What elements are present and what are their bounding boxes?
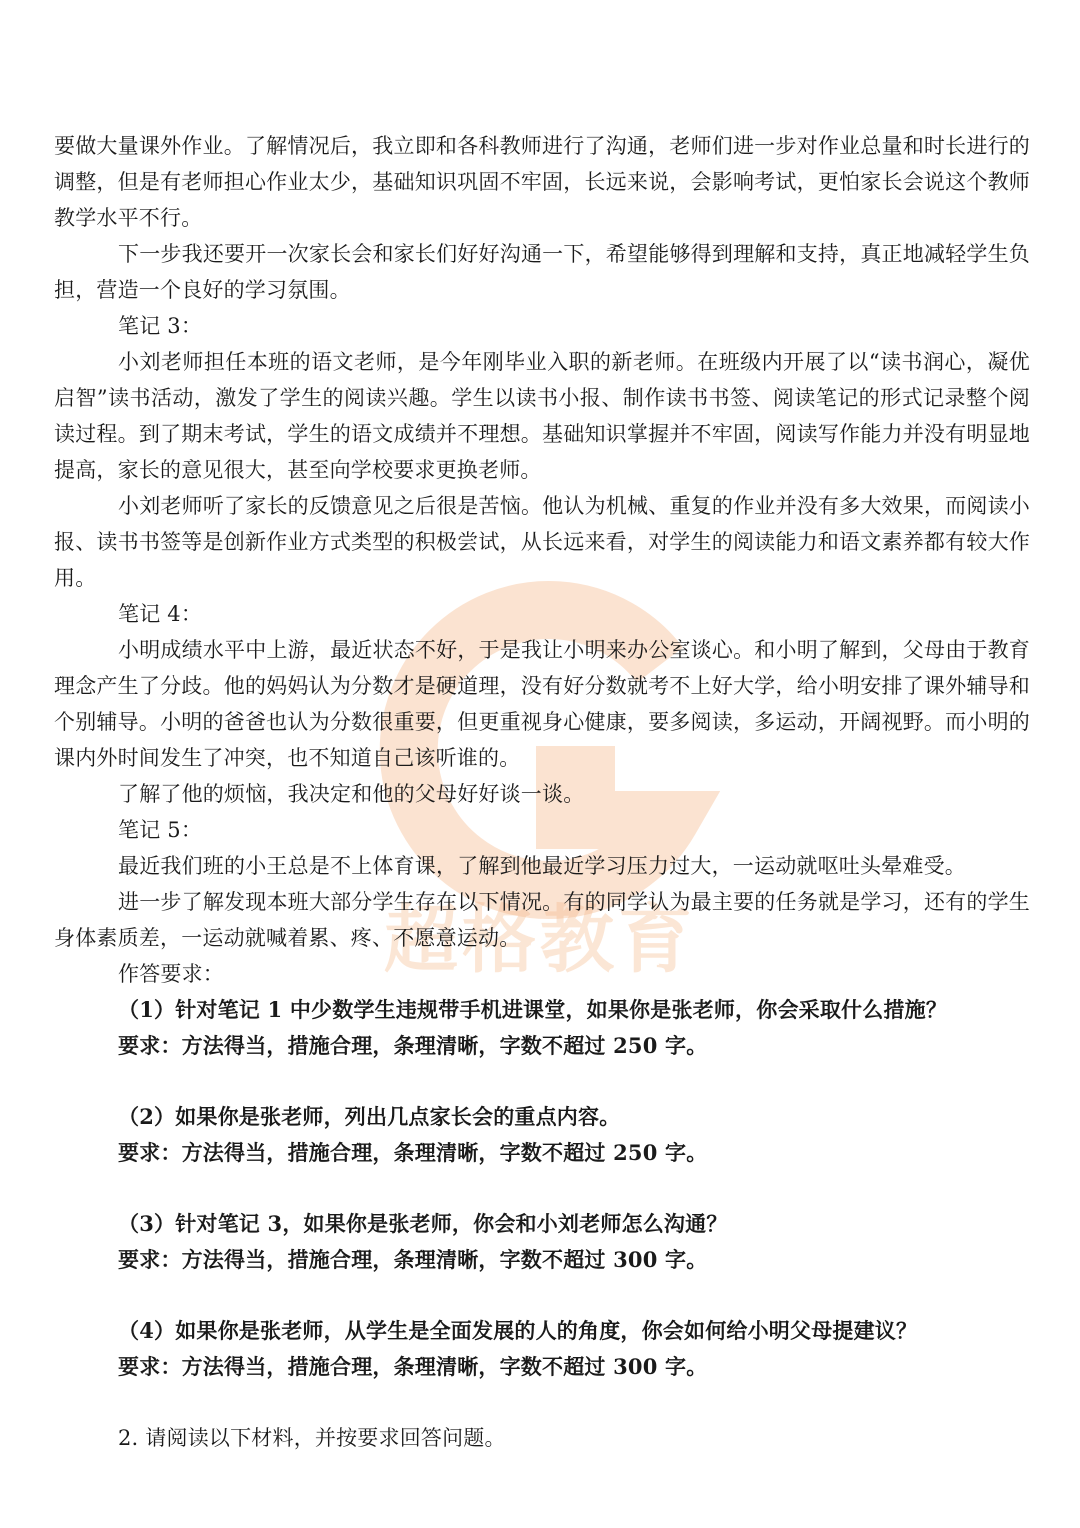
note-4-heading: 笔记 4： (118, 602, 203, 626)
question-2 (54, 1099, 1030, 1171)
note-4-paragraph-1: 小明成绩水平中上游，最近状态不好，于是我让小明来办公室谈心。和小明了解到，父母由于教育理念产生了分歧。他的妈妈认为分数才是硬道理，没有好分数就考不上好大学，给小明安排了课外辅导和个别辅导。小明的爸爸也认为分数很重要，但更重视身心健康，要多阅读，多运动，开阔视野。而小明的课内外时间发生了冲突，也不知道自己该听谁的。 (54, 638, 1030, 770)
question-3-requirement: 要求：方法得当，措施合理，条理清晰，字数不超过 300 字。 (118, 1247, 708, 1272)
question-2-requirement: 要求：方法得当，措施合理，条理清晰，字数不超过 250 字。 (118, 1140, 708, 1165)
question-3 (54, 1206, 1030, 1278)
question-4-requirement: 要求：方法得当，措施合理，条理清晰，字数不超过 300 字。 (118, 1354, 708, 1379)
question-1 (54, 992, 1030, 1064)
question-4 (54, 1313, 1030, 1385)
note-3-paragraph-1: 小刘老师担任本班的语文老师，是今年刚毕业入职的新老师。在班级内开展了以“读书润心，凝优启智”读书活动，激发了学生的阅读兴趣。学生以读书小报、制作读书书签、阅读笔记的形式记录整个阅读过程。到了期末考试，学生的语文成绩并不理想。基础知识掌握并不牢固，阅读写作能力并没有明显地提高，家长的意见很大，甚至向学校要求更换老师。 (54, 350, 1030, 482)
note-3-paragraph-2: 小刘老师听了家长的反馈意见之后很是苦恼。他认为机械、重复的作业并没有多大效果，而阅读小报、读书书签等是创新作业方式类型的积极尝试，从长远来看，对学生的阅读能力和语文素养都有较大作用。 (54, 494, 1030, 590)
note-5-paragraph-2: 进一步了解发现本班大部分学生存在以下情况。有的同学认为最主要的任务就是学习，还有的学生身体素质差，一运动就喊着累、疼、不愿意运动。 (54, 890, 1030, 950)
note-5-paragraph-1: 最近我们班的小王总是不上体育课，了解到他最近学习压力过大，一运动就呕吐头晕难受。 (118, 854, 966, 878)
question-1-requirement: 要求：方法得当，措施合理，条理清晰，字数不超过 250 字。 (118, 1033, 708, 1058)
document-body (54, 128, 1030, 1456)
question-3-text: （3）针对笔记 3，如果你是张老师，你会和小刘老师怎么沟通？ (118, 1211, 728, 1236)
next-section-heading: 2. 请阅读以下材料，并按要求回答问题。 (118, 1426, 506, 1450)
watermark-text: 超格教育 (384, 897, 696, 983)
question-4-text: （4）如果你是张老师，从学生是全面发展的人的角度，你会如何给小明父母提建议？ (118, 1318, 918, 1343)
note-5-heading: 笔记 5： (118, 818, 203, 842)
question-1-text: （1）针对笔记 1 中少数学生违规带手机进课堂，如果你是张老师，你会采取什么措施？ (118, 997, 948, 1022)
answer-requirements-heading: 作答要求： (118, 962, 224, 986)
paragraph-next-step: 下一步我还要开一次家长会和家长们好好沟通一下，希望能够得到理解和支持，真正地减轻学生负担，营造一个良好的学习氛围。 (54, 242, 1030, 302)
paragraph-continuation: 要做大量课外作业。了解情况后，我立即和各科教师进行了沟通，老师们进一步对作业总量和时长进行的调整，但是有老师担心作业太少，基础知识巩固不牢固，长远来说，会影响考试，更怕家长会说这个教师教学水平不行。 (54, 134, 1030, 230)
question-2-text: （2）如果你是张老师，列出几点家长会的重点内容。 (118, 1104, 621, 1129)
note-3-heading: 笔记 3： (118, 314, 203, 338)
note-4-paragraph-2: 了解了他的烦恼，我决定和他的父母好好谈一谈。 (118, 782, 585, 806)
